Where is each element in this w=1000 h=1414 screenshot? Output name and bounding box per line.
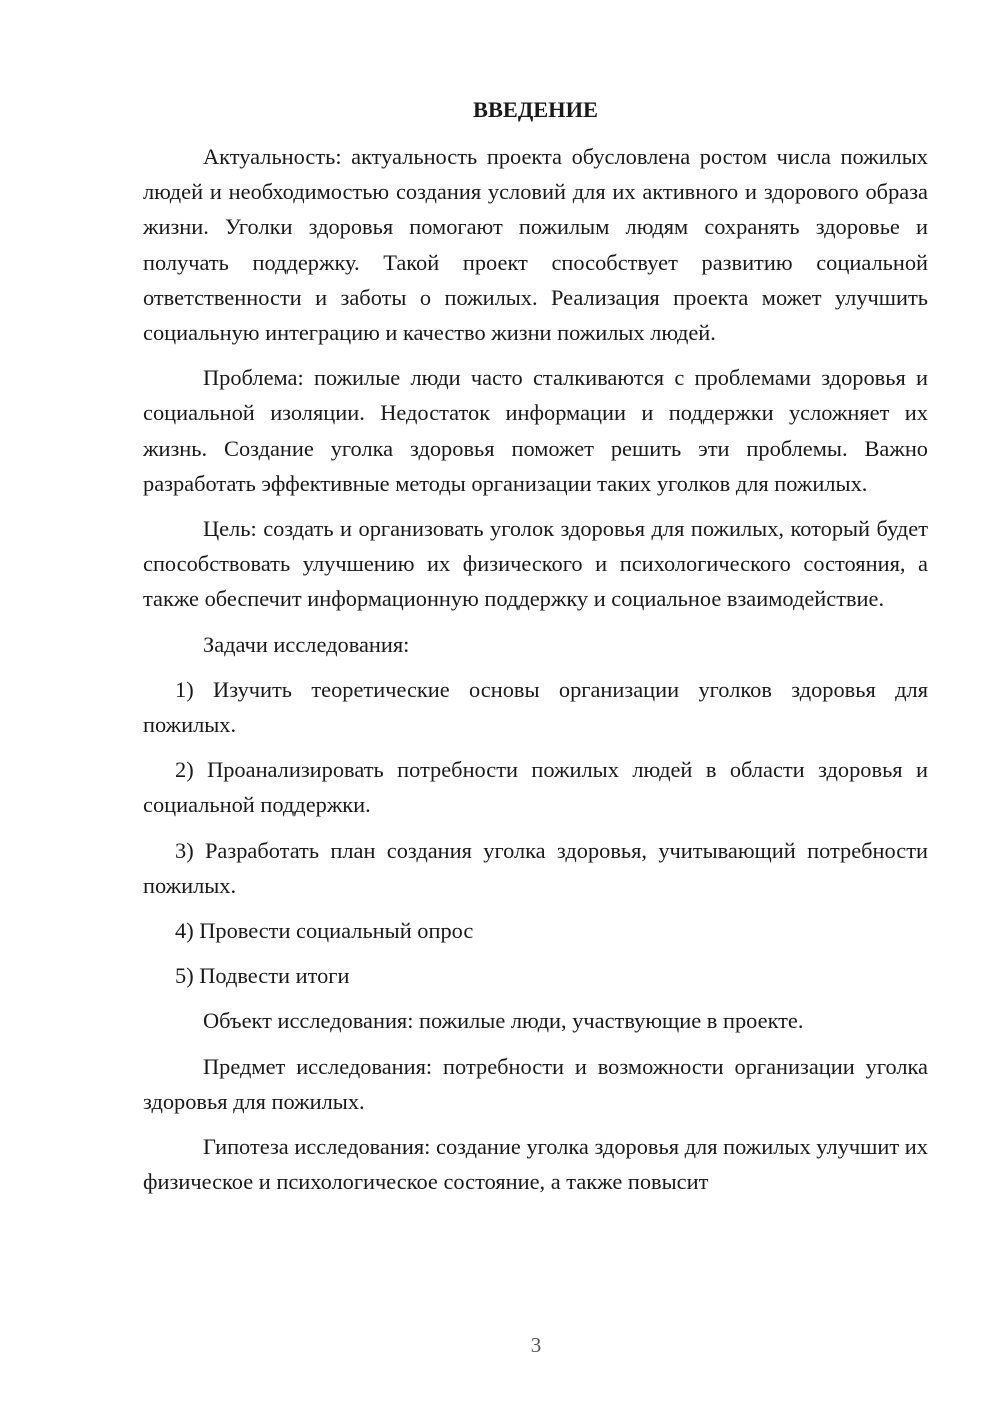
task-item-4: 4) Провести социальный опрос bbox=[175, 918, 474, 944]
paragraph-hypothesis: Гипотеза исследования: создание уголка здоровья для пожилых улучшит их физическое и психологическое состояние, а также повысит bbox=[143, 1134, 928, 1195]
section-heading: ВВЕДЕНИЕ bbox=[473, 97, 598, 122]
paragraph-goal: Цель: создать и организовать уголок здоровья для пожилых, который будет способствовать улучшению их физического и психологического состояния, а также обеспечит информационную поддержку и социальное взаимодействие. bbox=[143, 516, 928, 612]
paragraph-relevance: Актуальность: актуальность проекта обусловлена ростом числа пожилых людей и необходимостью создания условий для их активного и здорового образа жизни. Уголки здоровья помогают пожилым людям сохранять здоровье и получать поддержку. Такой проект способствует развитию социальной ответственности и заботы о пожилых. Реализация проекта может улучшить социальную интеграцию и качество жизни пожилых людей. bbox=[143, 144, 928, 346]
paragraph-subject: Предмет исследования: потребности и возможности организации уголка здоровья для пожилых. bbox=[143, 1053, 928, 1114]
task-item-5: 5) Подвести итоги bbox=[175, 963, 350, 989]
task-item-2: 2) Проанализировать потребности пожилых людей в области здоровья и социальной поддержки. bbox=[143, 757, 928, 818]
tasks-intro: Задачи исследования: bbox=[203, 631, 410, 657]
paragraph-object: Объект исследования: пожилые люди, участвующие в проекте. bbox=[203, 1008, 804, 1034]
page-number: 3 bbox=[530, 1333, 542, 1357]
document-body bbox=[143, 92, 928, 1209]
task-item-1: 1) Изучить теоретические основы организации уголков здоровья для пожилых. bbox=[143, 676, 928, 738]
task-item-3: 3) Разработать план создания уголка здоровья, учитывающий потребности пожилых. bbox=[143, 837, 928, 898]
paragraph-problem: Проблема: пожилые люди часто сталкиваются с проблемами здоровья и социальной изоляции. Недостаток информации и поддержки усложняет их жизнь. Создание уголка здоровья поможет решить эти проблемы. Важно разработать эффективные методы организации таких уголков для пожилых. bbox=[143, 365, 928, 496]
